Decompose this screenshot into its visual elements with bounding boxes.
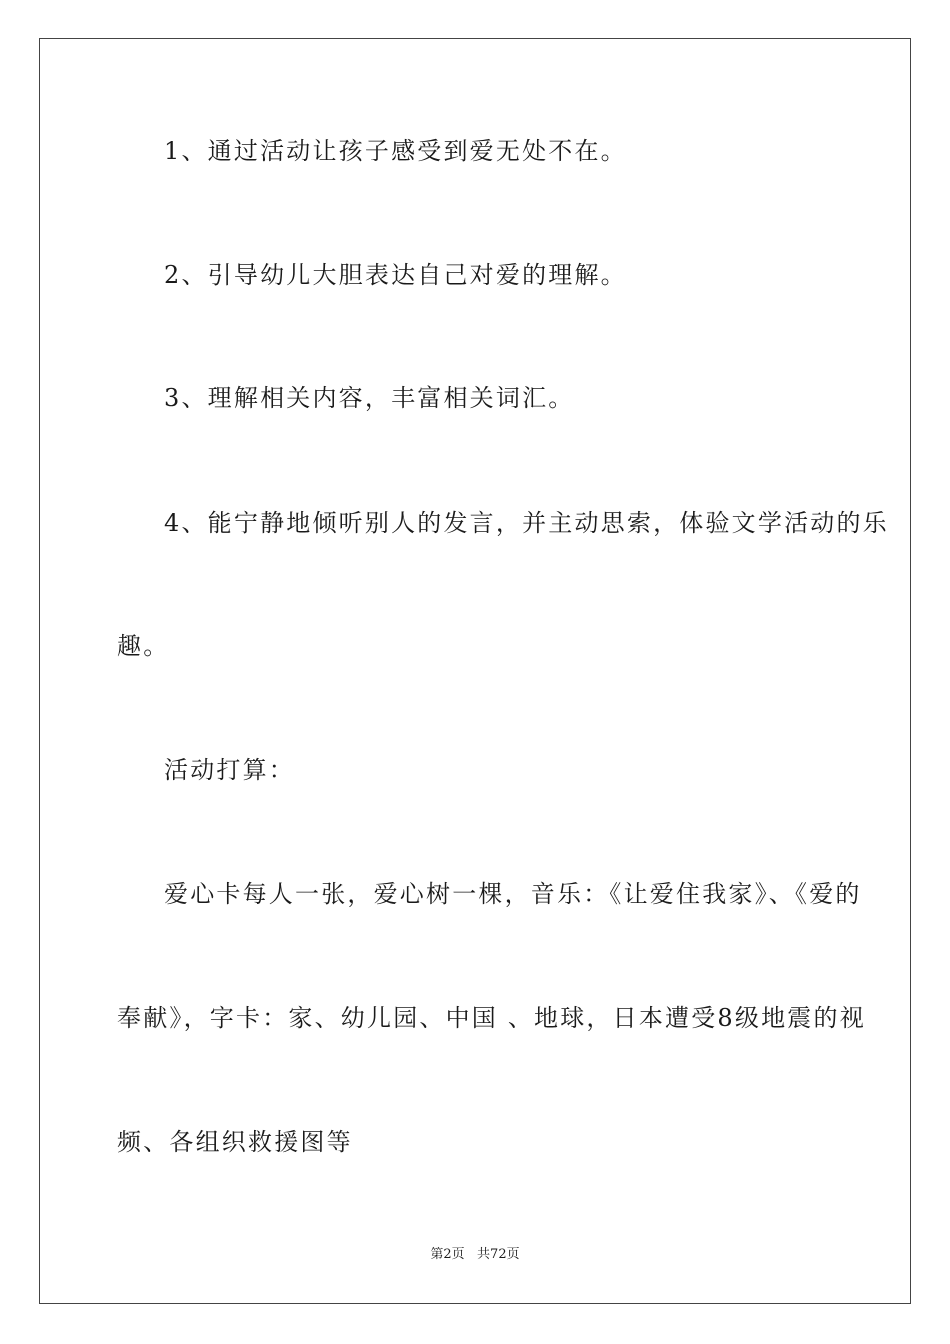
objective-2-text: 2、引导幼儿大胆表达自己对爱的理解。 xyxy=(164,261,627,289)
preparation-text-line-2: 奉献》，字卡：家、幼儿园、中国 、地球，日本遭受8级地震的视 xyxy=(117,1004,866,1032)
preparation-text-line-3: 频、各组织救援图等 xyxy=(117,1128,353,1156)
preparation-text-line-1: 爱心卡每人一张，爱心树一棵，音乐：《让爱住我家》、《爱的 xyxy=(164,880,862,908)
objective-4-text: 4、能宁静地倾听别人的发言，并主动思索，体验文学活动的乐 xyxy=(164,509,889,537)
objective-4-continuation: 趣。 xyxy=(117,632,170,660)
objective-1-text: 1、通过活动让孩子感受到爱无处不在。 xyxy=(164,137,627,165)
page-number-footer: 第2页 共72页 xyxy=(430,1247,520,1262)
page-border xyxy=(39,38,911,1304)
preparation-heading: 活动打算： xyxy=(164,756,295,784)
objective-3-text: 3、理解相关内容，丰富相关词汇。 xyxy=(164,384,575,412)
